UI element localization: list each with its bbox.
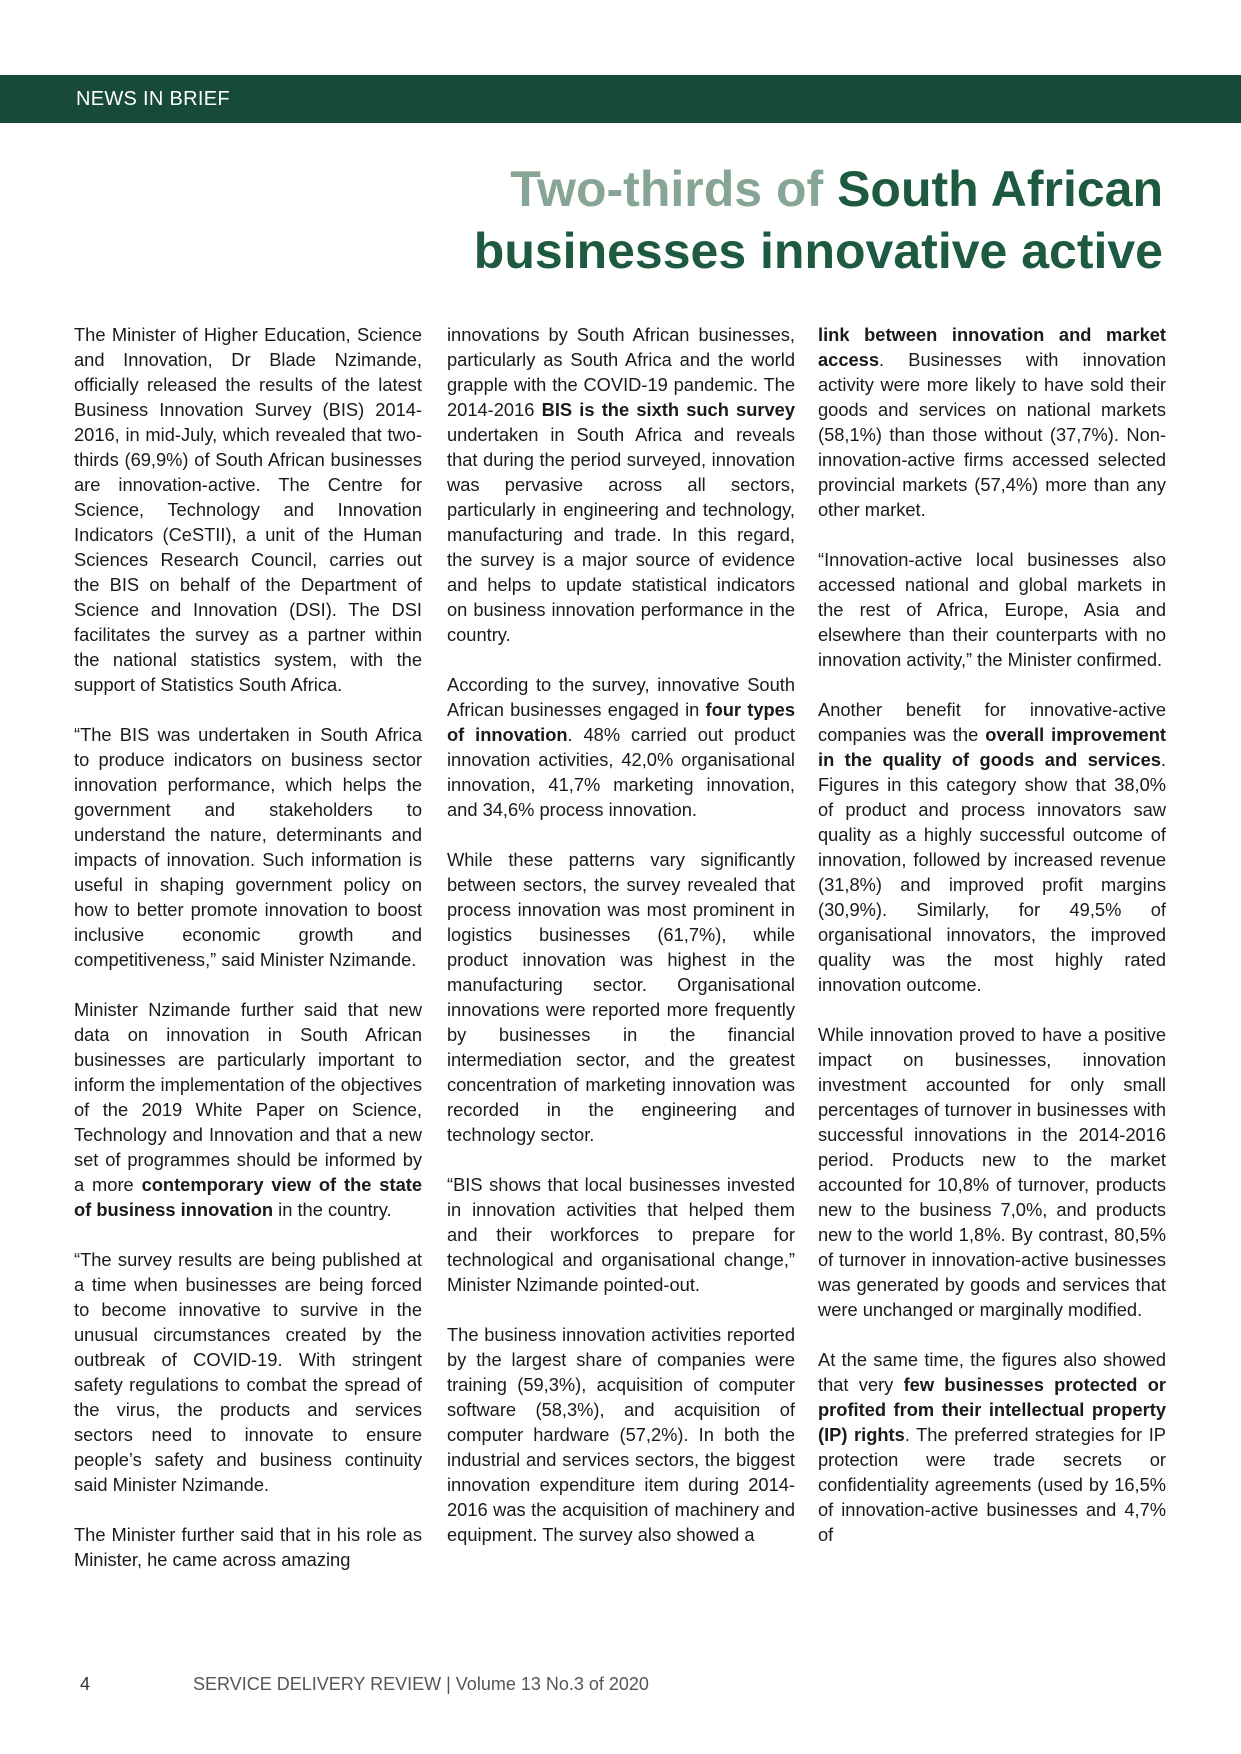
paragraph: “BIS shows that local businesses invested in innovation activities that helped them and their workforces to prepare for technological and organisational change,” Minister Nzimande pointed-out. [447, 1174, 795, 1295]
headline-part-3: businesses innovative active [473, 223, 1163, 279]
emphasis: BIS is the sixth such survey [541, 399, 795, 420]
paragraph: At the same time, the figures also showed that very few businesses protected or profited from their intellectual property (IP) rights. The preferred strategies for IP protection were trade secrets or confidentiality agreements (used by 16,5% of innovation-active businesses and 4,7% of [818, 1349, 1166, 1545]
article-column-1 [74, 322, 422, 1572]
section-label: NEWS IN BRIEF [76, 88, 230, 110]
article-column-3 [818, 322, 1166, 1547]
headline-part-2: South African [837, 161, 1163, 217]
section-header-bar [0, 75, 1241, 123]
paragraph: The Minister of Higher Education, Science and Innovation, Dr Blade Nzimande, officially released the results of the latest Business Innovation Survey (BIS) 2014-2016, in mid-July, which revealed that two-thirds (69,9%) of South African businesses are innovation-active. The Centre for Science, Technology and Innovation Indicators (CeSTII), a unit of the Human Sciences Research Council, carries out the BIS on behalf of the Department of Science and Innovation (DSI). The DSI facilitates the survey as a partner within the national statistics system, with the support of Statistics South Africa. [74, 324, 422, 695]
paragraph: The business innovation activities reported by the largest share of companies were training (59,3%), acquisition of computer software (58,3%), and acquisition of computer hardware (57,2%). In both the industrial and services sectors, the biggest innovation expenditure item during 2014-2016 was the acquisition of machinery and equipment. The survey also showed a [447, 1324, 795, 1545]
article-column-2 [447, 322, 795, 1547]
page-footer [80, 1674, 649, 1695]
paragraph: link between innovation and market access. Businesses with innovation activity were more likely to have sold their goods and services on national markets (58,1%) than those without (37,7%). Non-innovation-active firms accessed selected provincial markets (57,4%) more than any other market. [818, 324, 1166, 520]
publication-credit: SERVICE DELIVERY REVIEW | Volume 13 No.3 of 2020 [193, 1674, 649, 1694]
emphasis: few businesses protected or profited from their intellectual property (IP) rights [818, 1374, 1166, 1445]
paragraph: Another benefit for innovative-active companies was the overall improvement in the quality of goods and services. Figures in this category show that 38,0% of product and process innovators saw quality as a highly successful outcome of innovation, followed by increased revenue (31,8%) and improved profit margins (30,9%). Similarly, for 49,5% of organisational innovators, the improved quality was the most highly rated innovation outcome. [818, 699, 1166, 995]
paragraph: Minister Nzimande further said that new data on innovation in South African businesses are particularly important to inform the implementation of the objectives of the 2019 White Paper on Science, Technology and Innovation and that a new set of programmes should be informed by a more contemporary view of the state of business innovation in the country. [74, 999, 422, 1220]
article-headline [163, 158, 1163, 282]
paragraph: According to the survey, innovative South African businesses engaged in four types of innovation. 48% carried out product innovation activities, 42,0% organisational innovation, 41,7% marketing innovation, and 34,6% process innovation. [447, 674, 795, 820]
paragraph: While innovation proved to have a positive impact on businesses, innovation investment accounted for only small percentages of turnover in businesses with successful innovations in the 2014-2016 period. Products new to the market accounted for 10,8% of turnover, products new to the business 7,0%, and products new to the world 1,8%. By contrast, 80,5% of turnover in innovation-active businesses was generated by goods and services that were unchanged or marginally modified. [818, 1024, 1166, 1320]
headline-part-1: Two-thirds of [510, 161, 838, 217]
emphasis: four types of innovation [447, 699, 795, 745]
paragraph: “Innovation-active local businesses also accessed national and global markets in the rest of Africa, Europe, Asia and elsewhere than their counterparts with no innovation activity,” the Minister confirmed. [818, 549, 1166, 670]
emphasis: link between innovation and market access [818, 324, 1166, 370]
page-number: 4 [80, 1674, 91, 1694]
emphasis: overall improvement in the quality of goods and services [818, 724, 1166, 770]
paragraph: “The BIS was undertaken in South Africa to produce indicators on business sector innovation performance, which helps the government and stakeholders to understand the nature, determinants and impacts of innovation. Such information is useful in shaping government policy on how to better promote innovation to boost inclusive economic growth and competitiveness,” said Minister Nzimande. [74, 724, 422, 970]
paragraph: innovations by South African businesses, particularly as South Africa and the world grapple with the COVID-19 pandemic. The 2014-2016 BIS is the sixth such survey undertaken in South Africa and reveals that during the period surveyed, innovation was pervasive across all sectors, particularly in engineering and technology, manufacturing and trade. In this regard, the survey is a major source of evidence and helps to update statistical indicators on business innovation performance in the country. [447, 324, 795, 645]
paragraph: While these patterns vary significantly between sectors, the survey revealed that process innovation was most prominent in logistics businesses (61,7%), while product innovation was highest in the manufacturing sector. Organisational innovations were reported more frequently by businesses in the financial intermediation sector, and the greatest concentration of marketing innovation was recorded in the engineering and technology sector. [447, 849, 795, 1145]
paragraph: “The survey results are being published at a time when businesses are being forced to become innovative to survive in the unusual circumstances created by the outbreak of COVID-19. With stringent safety regulations to combat the spread of the virus, the products and services sectors need to innovate to ensure people’s safety and business continuity said Minister Nzimande. [74, 1249, 422, 1495]
emphasis: contemporary view of the state of business innovation [74, 1174, 422, 1220]
paragraph: The Minister further said that in his role as Minister, he came across amazing [74, 1524, 422, 1570]
